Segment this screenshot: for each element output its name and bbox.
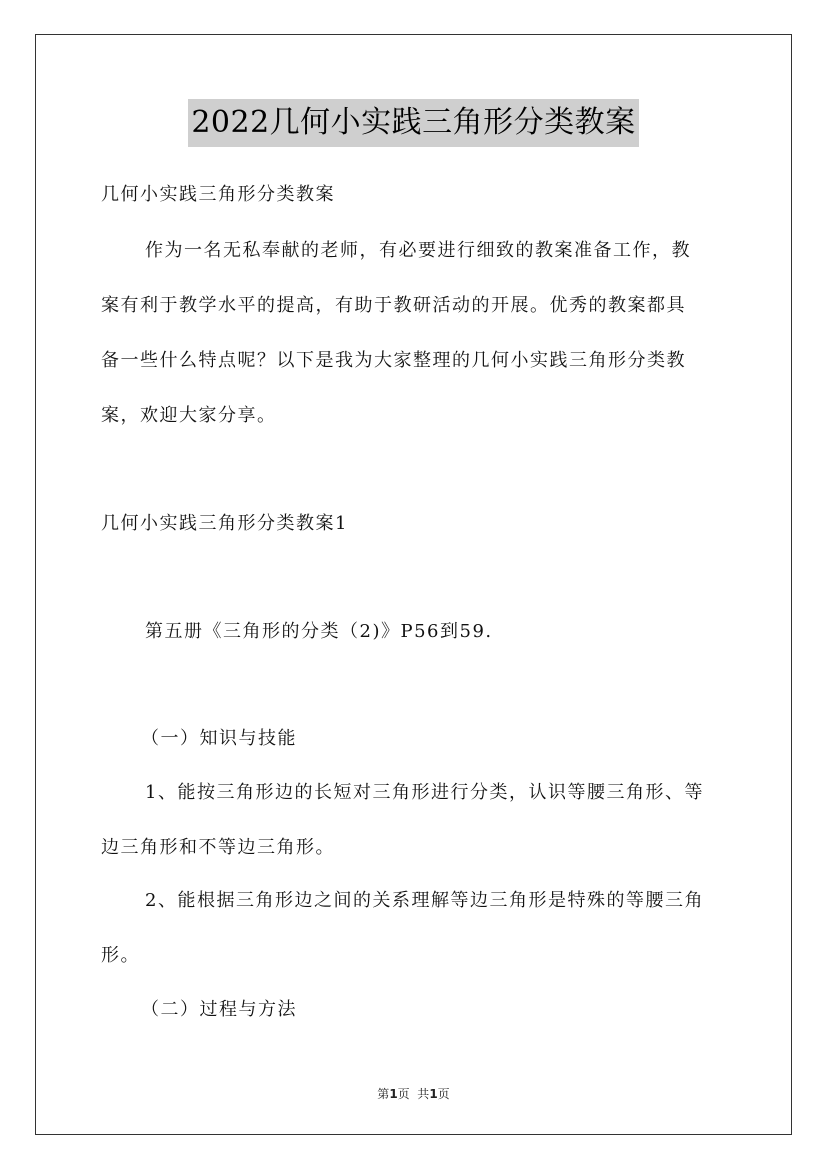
document-title bbox=[0, 99, 827, 147]
footer-prefix: 第 bbox=[377, 1087, 390, 1101]
document-title-text: 2022几何小实践三角形分类教案 bbox=[188, 99, 638, 147]
intro-line-2: 案有利于教学水平的提高，有助于教研活动的开展。优秀的教案都具 bbox=[101, 295, 686, 316]
goal-1-line-1: 1、能按三角形边的长短对三角形进行分类，认识等腰三角形、等 bbox=[145, 782, 704, 803]
goal-1-line-2: 边三角形和不等边三角形。 bbox=[101, 837, 335, 858]
footer-page-total: 1 bbox=[429, 1087, 438, 1101]
footer-page-number: 1 bbox=[389, 1087, 398, 1101]
footer-suffix: 页 bbox=[437, 1087, 450, 1101]
textbook-reference: 第五册《三角形的分类（2)》P56到59. bbox=[145, 621, 493, 642]
goal-2-line-2: 形。 bbox=[101, 945, 140, 966]
goal-heading-knowledge: （一）知识与技能 bbox=[141, 728, 297, 749]
intro-line-4: 案，欢迎大家分享。 bbox=[101, 405, 277, 426]
goal-heading-process: （二）过程与方法 bbox=[141, 999, 297, 1020]
goal-2-line-1: 2、能根据三角形边之间的关系理解等边三角形是特殊的等腰三角 bbox=[145, 890, 704, 911]
intro-line-1: 作为一名无私奉献的老师，有必要进行细致的教案准备工作，教 bbox=[145, 240, 691, 261]
footer-middle: 页 共 bbox=[397, 1087, 430, 1101]
section-heading: 几何小实践三角形分类教案1 bbox=[101, 513, 348, 534]
page-footer bbox=[0, 1085, 827, 1102]
document-subtitle: 几何小实践三角形分类教案 bbox=[101, 184, 335, 205]
intro-line-3: 备一些什么特点呢？以下是我为大家整理的几何小实践三角形分类教 bbox=[101, 350, 686, 371]
